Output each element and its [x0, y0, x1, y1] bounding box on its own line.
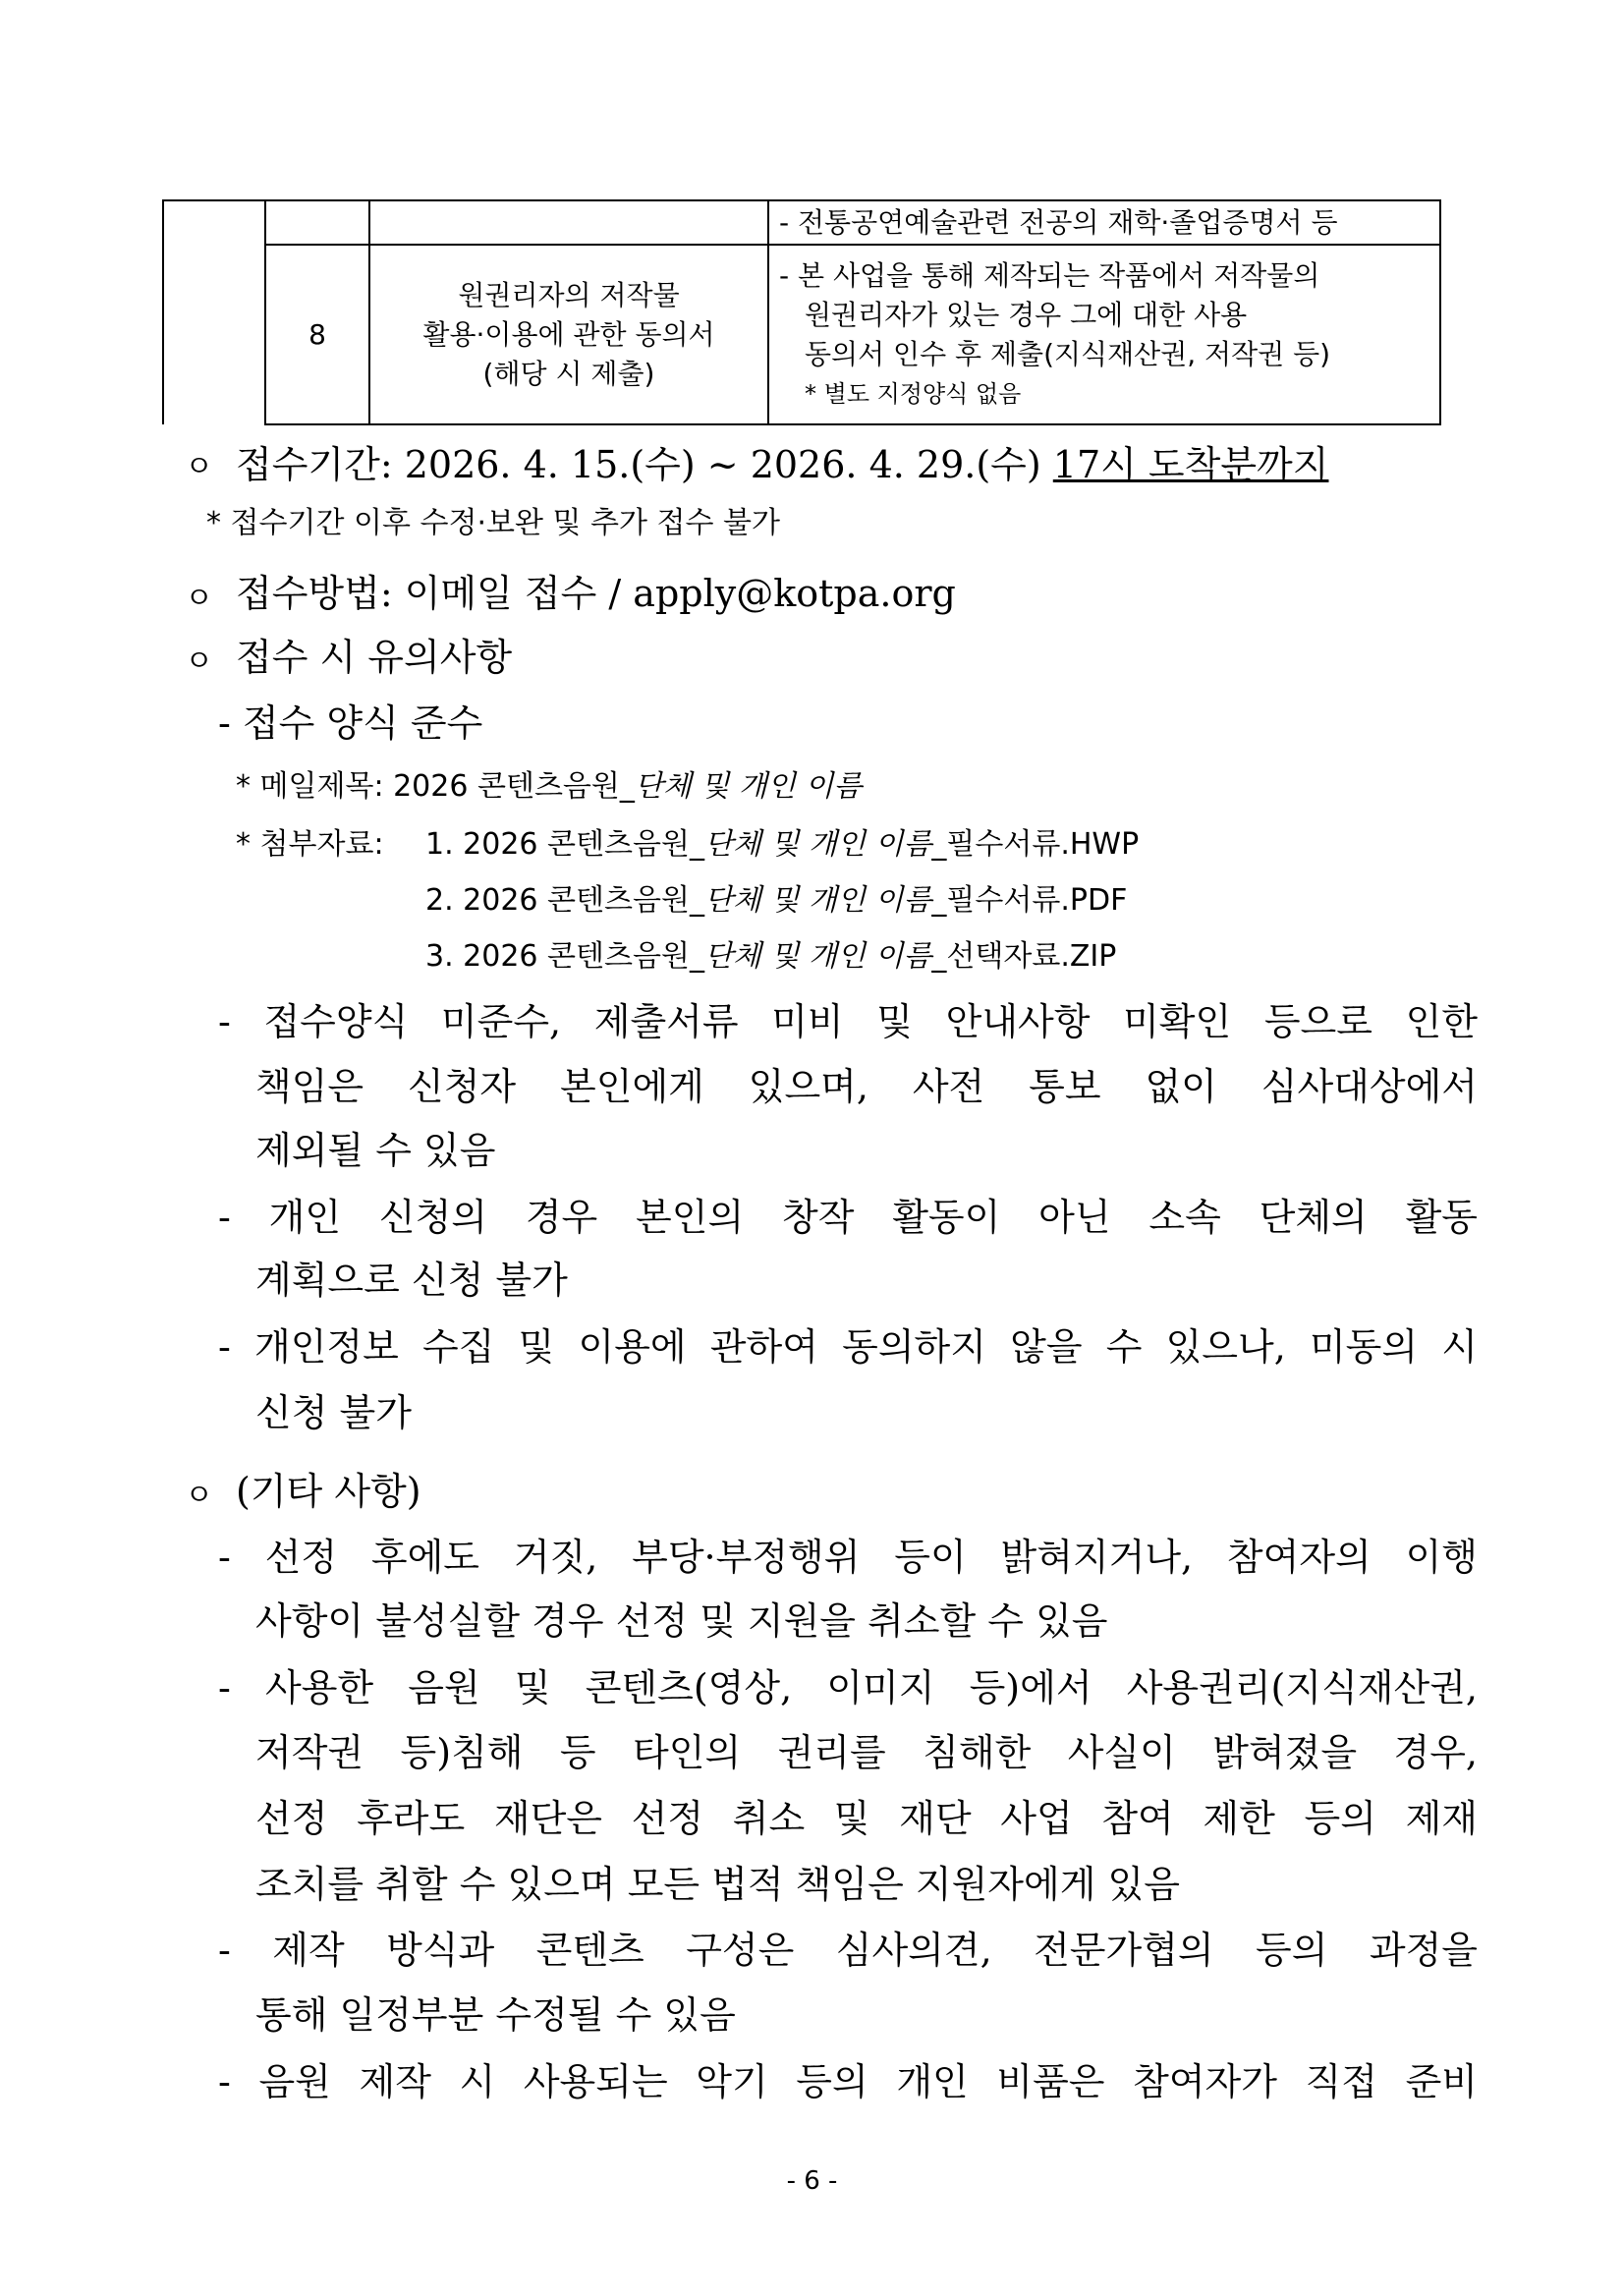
- text-line: 신청 불가: [255, 1391, 412, 1434]
- text-line: 조치를 취할 수 있으며 모든 법적 책임은 지원자에게 있음: [255, 1863, 1180, 1906]
- attach-item: [425, 933, 1116, 980]
- bullet-icon: ㅇ: [185, 582, 213, 616]
- period-line: [236, 441, 1328, 488]
- page-number: - 6 -: [786, 2166, 838, 2196]
- text: 단체 및 개인 이름: [703, 939, 932, 974]
- text-line: 저작권 등)침해 등 타인의 권리를 침해한 사실이 밝혀졌을 경우,: [255, 1731, 1478, 1774]
- text: _선택자료.ZIP: [931, 939, 1117, 974]
- form-line: - 접수 양식 준수: [218, 701, 483, 745]
- text-line: 원권리자가 있는 경우 그에 대한 사용: [805, 298, 1248, 331]
- text-line: 제외될 수 있음: [255, 1129, 496, 1172]
- text-line: 계획으로 신청 불가: [255, 1259, 568, 1302]
- text-line: 원권리자의 저작물: [458, 278, 680, 311]
- text: 1. 2026 콘텐츠음원_: [425, 827, 704, 862]
- text-line: * 별도 지정양식 없음: [805, 379, 1022, 408]
- cautions-title: 접수 시 유의사항: [236, 636, 513, 679]
- text-line: - 본 사업을 통해 제작되는 작품에서 저작물의: [779, 258, 1320, 292]
- document-description: [768, 245, 1440, 424]
- period-note: * 접수기간 이후 수정·보완 및 추가 접수 불가: [206, 506, 780, 540]
- text: 단체 및 개인 이름: [634, 769, 863, 804]
- text: 단체 및 개인 이름: [703, 827, 932, 862]
- text: 2. 2026 콘텐츠음원_: [425, 883, 704, 918]
- method-line: 접수방법: 이메일 접수 / apply@kotpa.org: [236, 572, 956, 615]
- attach-item: [425, 821, 1139, 868]
- deadline: 17시 도착분까지: [1052, 443, 1329, 486]
- text: 단체 및 개인 이름: [703, 883, 932, 918]
- text: 3. 2026 콘텐츠음원_: [425, 939, 704, 974]
- text: _필수서류.HWP: [931, 827, 1140, 862]
- text-line: 책임은 신청자 본인에게 있으며, 사전 통보 없이 심사대상에서: [255, 1065, 1478, 1108]
- mail-subject: [236, 763, 862, 811]
- text-line: 동의서 인수 후 제출(지식재산권, 저작권 등): [805, 337, 1331, 370]
- table-cell: - 전통공연예술관련 전공의 재학·졸업증명서 등: [768, 200, 1440, 245]
- document-name: [369, 245, 768, 424]
- text-line: 통해 일정부분 수정될 수 있음: [255, 1993, 736, 2037]
- period-label: 접수기간: 2026. 4. 15.(수) ~ 2026. 4. 29.(수): [236, 443, 1053, 486]
- table-row: [163, 200, 1440, 245]
- text-line: - 사용한 음원 및 콘텐츠(영상, 이미지 등)에서 사용권리(지식재산권,: [218, 1666, 1478, 1709]
- text-line: 활용·이용에 관한 동의서: [422, 317, 715, 351]
- text-line: - 개인정보 수집 및 이용에 관하여 동의하지 않을 수 있으나, 미동의 시: [218, 1325, 1478, 1369]
- etc-title: (기타 사항): [236, 1470, 421, 1513]
- text-line: - 음원 제작 시 사용되는 악기 등의 개인 비품은 참여자가 직접 준비: [218, 2060, 1478, 2103]
- text-line: - 선정 후에도 거짓, 부당·부정행위 등이 밝혀지거나, 참여자의 이행: [218, 1536, 1478, 1579]
- text: * 메일제목: 2026 콘텐츠음원_: [236, 769, 635, 804]
- table-cell: [163, 200, 265, 424]
- attach-item: [425, 877, 1127, 924]
- bullet-icon: ㅇ: [185, 1479, 213, 1513]
- required-documents-table: [162, 199, 1441, 425]
- table-cell: [369, 200, 768, 245]
- text-line: 사항이 불성실할 경우 선정 및 지원을 취소할 수 있음: [255, 1599, 1108, 1643]
- table-row: [163, 245, 1440, 424]
- text-line: (해당 시 제출): [482, 357, 655, 390]
- row-number: 8: [265, 245, 369, 424]
- text-line: - 제작 방식과 콘텐츠 구성은 심사의견, 전문가협의 등의 과정을: [218, 1929, 1478, 1972]
- attach-label: * 첨부자료:: [236, 827, 384, 862]
- bullet-icon: ㅇ: [185, 644, 213, 679]
- table-cell: [265, 200, 369, 245]
- text: _필수서류.PDF: [931, 883, 1128, 918]
- text-line: - 개인 신청의 경우 본인의 창작 활동이 아닌 소속 단체의 활동: [218, 1196, 1478, 1239]
- text-line: - 접수양식 미준수, 제출서류 미비 및 안내사항 미확인 등으로 인한: [218, 1000, 1478, 1043]
- text-line: 선정 후라도 재단은 선정 취소 및 재단 사업 참여 제한 등의 제재: [255, 1797, 1478, 1840]
- bullet-icon: ㅇ: [185, 450, 213, 484]
